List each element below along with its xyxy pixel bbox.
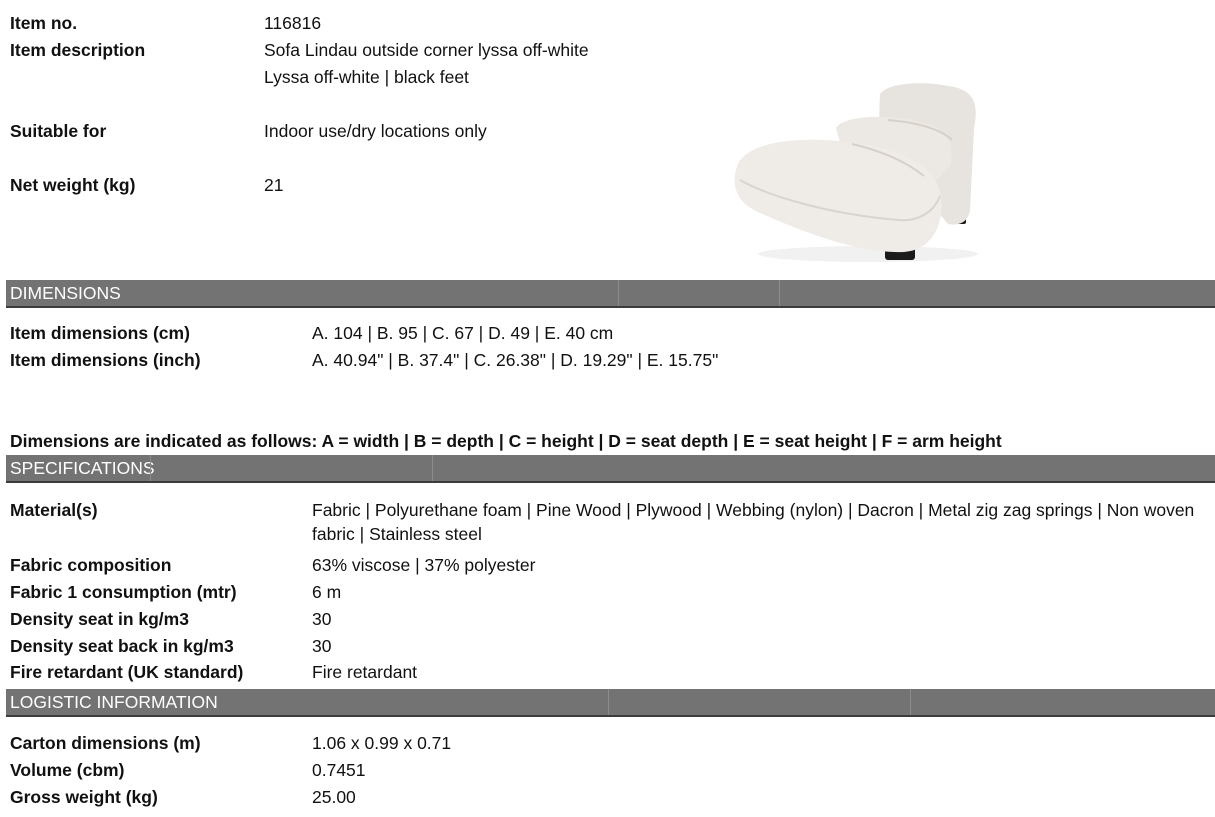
specifications-header-band <box>6 455 1215 483</box>
gross-weight-value: 25.00 <box>312 787 356 807</box>
density-seat-label: Density seat in kg/m3 <box>10 609 189 629</box>
volume-label: Volume (cbm) <box>10 760 125 780</box>
volume-value: 0.7451 <box>312 760 366 780</box>
band-cell-divider <box>608 689 609 715</box>
suitable-for-value: Indoor use/dry locations only <box>264 121 487 141</box>
density-seat-back-label: Density seat back in kg/m3 <box>10 636 234 656</box>
fire-retardant-label: Fire retardant (UK standard) <box>10 662 244 682</box>
gross-weight-label: Gross weight (kg) <box>10 787 158 807</box>
carton-dimensions-value: 1.06 x 0.99 x 0.71 <box>312 733 452 753</box>
fabric-consumption-label: Fabric 1 consumption (mtr) <box>10 582 237 602</box>
dimensions-legend-note: Dimensions are indicated as follows: A = width | B = depth | C = height | D = seat depth | E = seat height | F = arm height <box>10 431 1002 451</box>
band-cell-divider <box>618 280 619 306</box>
fabric-composition-value: 63% viscose | 37% polyester <box>312 555 536 575</box>
fabric-composition-label: Fabric composition <box>10 555 172 575</box>
item-description-label: Item description <box>10 40 146 60</box>
fabric-consumption-value: 6 m <box>312 582 342 602</box>
materials-value: Fabric | Polyurethane foam | Pine Wood | Plywood | Webbing (nylon) | Dacron | Metal zig zag springs | Non woven fabric | Stainless steel <box>312 500 1195 544</box>
density-seat-back-value: 30 <box>312 636 332 656</box>
band-cell-divider <box>432 455 433 481</box>
net-weight-label: Net weight (kg) <box>10 175 136 195</box>
dimensions-inch-value: A. 40.94" | B. 37.4" | C. 26.38" | D. 19.29" | E. 15.75" <box>312 350 719 370</box>
dimensions-inch-label: Item dimensions (inch) <box>10 350 201 370</box>
suitable-for-label: Suitable for <box>10 121 107 141</box>
logistics-title: LOGISTIC INFORMATION <box>10 692 218 712</box>
band-cell-divider <box>779 280 780 306</box>
specifications-title: SPECIFICATIONS <box>10 458 155 478</box>
item-no-value: 116816 <box>264 13 322 33</box>
sofa-product-photo <box>728 80 984 266</box>
band-cell-divider <box>910 689 911 715</box>
density-seat-value: 30 <box>312 609 332 629</box>
dimensions-cm-label: Item dimensions (cm) <box>10 323 190 343</box>
dimensions-title: DIMENSIONS <box>10 283 121 303</box>
item-description-line2: Lyssa off-white | black feet <box>264 67 469 87</box>
item-description-line1: Sofa Lindau outside corner lyssa off-white <box>264 40 589 60</box>
fire-retardant-value: Fire retardant <box>312 662 418 682</box>
item-no-label: Item no. <box>10 13 78 33</box>
band-cell-divider <box>150 455 151 481</box>
carton-dimensions-label: Carton dimensions (m) <box>10 733 201 753</box>
dimensions-cm-value: A. 104 | B. 95 | C. 67 | D. 49 | E. 40 cm <box>312 323 614 343</box>
materials-label: Material(s) <box>10 500 98 520</box>
dimensions-header-band <box>6 280 1215 308</box>
net-weight-value: 21 <box>264 175 284 195</box>
logistics-header-band <box>6 689 1215 717</box>
